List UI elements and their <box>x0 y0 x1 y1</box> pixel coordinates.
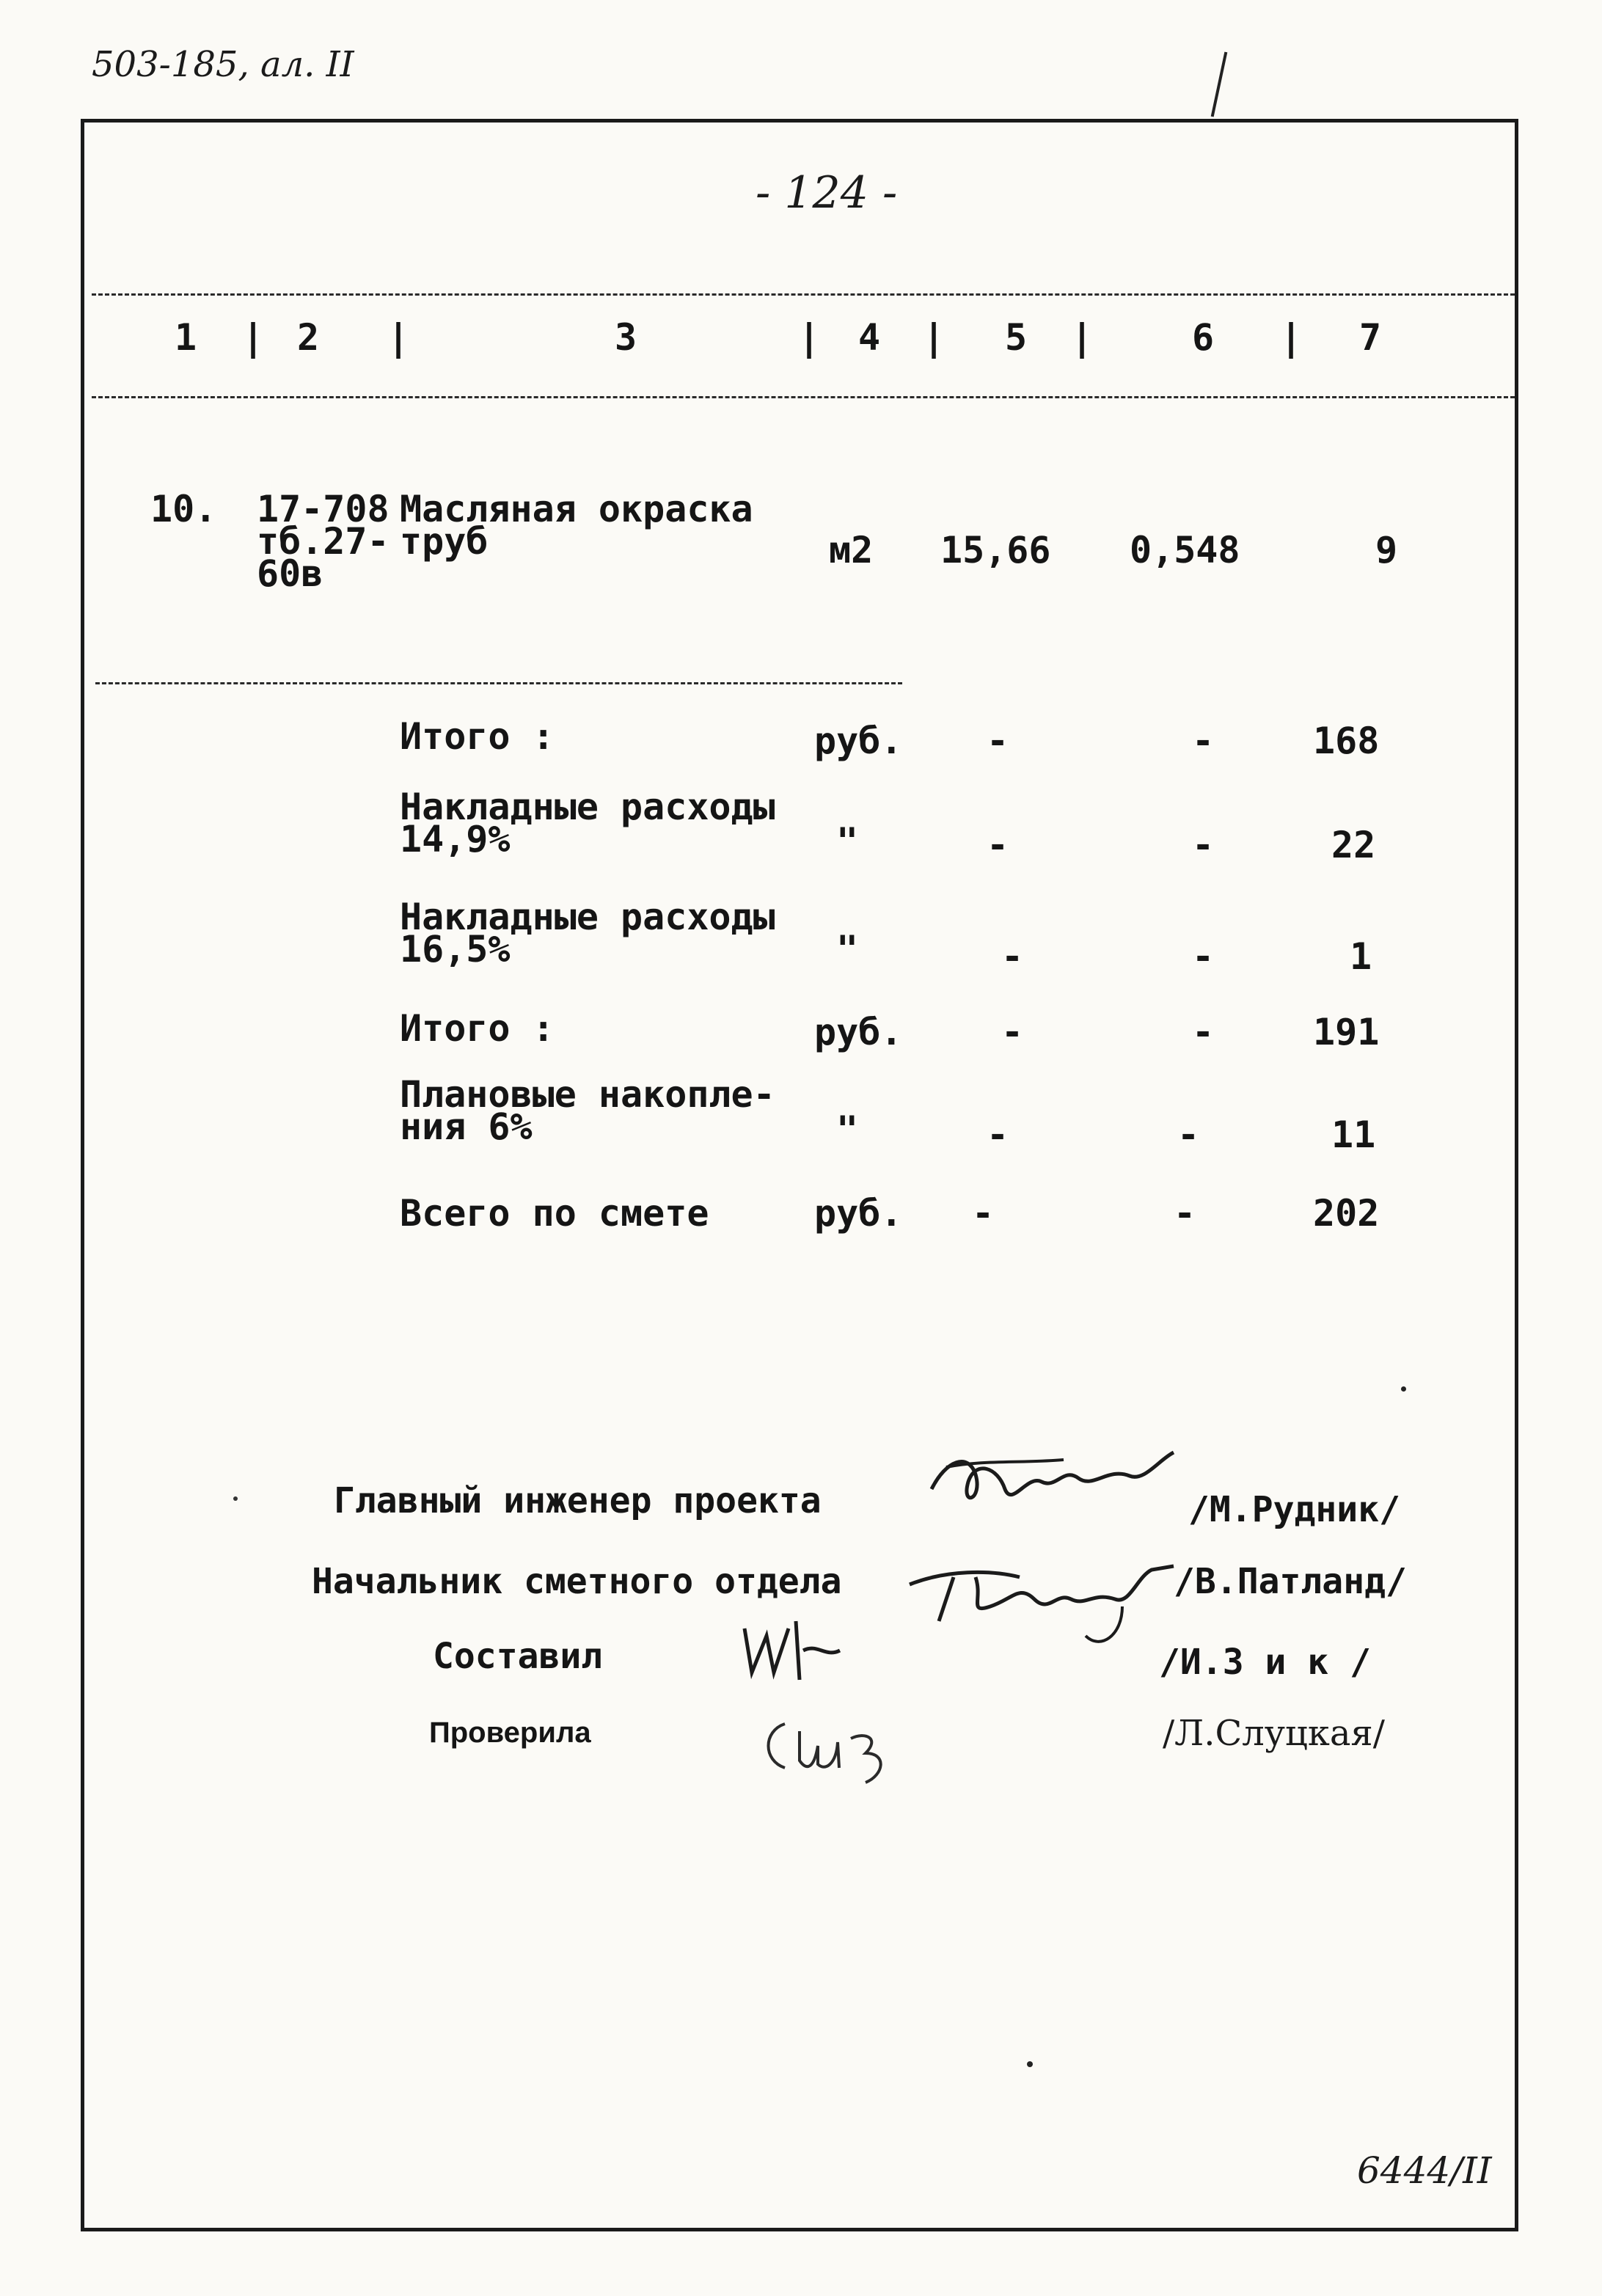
totals-col6: - <box>1174 1192 1196 1235</box>
totals-value: 202 <box>1313 1192 1380 1235</box>
totals-value: 1 <box>1350 935 1372 978</box>
totals-col5: - <box>987 720 1009 762</box>
signature-role-department-head: Начальник сметного отдела <box>312 1561 842 1602</box>
totals-label: Плановые накопле- ния 6% <box>400 1073 775 1148</box>
totals-unit: " <box>836 820 859 863</box>
totals-value: 168 <box>1313 720 1380 762</box>
page-number: - 124 - <box>756 167 898 219</box>
column-separator: | <box>923 316 946 359</box>
totals-unit: руб. <box>814 720 903 762</box>
totals-unit: " <box>836 928 859 970</box>
signature-role-chief-engineer: Главный инженер проекта <box>334 1480 822 1521</box>
totals-col6: - <box>1192 935 1215 978</box>
header-top-rule <box>92 293 1515 296</box>
column-number-5: 5 <box>1005 316 1028 359</box>
signature-name-checker: /Л.Слуцкая/ <box>1163 1713 1385 1754</box>
item-quantity: 15,66 <box>940 529 1051 571</box>
items-bottom-rule <box>95 682 902 684</box>
totals-col6: - <box>1177 1114 1200 1156</box>
scan-speck <box>233 1496 238 1501</box>
totals-value: 22 <box>1331 824 1376 866</box>
corner-tick-mark <box>1211 52 1228 117</box>
totals-label: Итого : <box>400 1007 555 1050</box>
totals-col6: - <box>1192 720 1215 762</box>
header-bottom-rule <box>92 396 1515 398</box>
totals-col5: - <box>1001 1011 1024 1053</box>
item-unit-price: 0,548 <box>1130 529 1240 571</box>
totals-unit: " <box>836 1108 859 1151</box>
handwritten-initials-compiler <box>737 1614 847 1694</box>
page-frame <box>81 119 1518 2231</box>
column-separator: | <box>1280 316 1303 359</box>
handwritten-signature-chief-engineer <box>917 1438 1181 1526</box>
column-separator: | <box>1071 316 1094 359</box>
column-number-3: 3 <box>615 316 637 359</box>
signature-role-checker: Проверила <box>429 1716 591 1749</box>
totals-value: 11 <box>1331 1114 1376 1156</box>
totals-label: Итого : <box>400 715 555 758</box>
column-number-1: 1 <box>175 316 197 359</box>
item-description: Масляная окраска труб <box>400 488 753 563</box>
totals-unit: руб. <box>814 1011 903 1053</box>
column-separator: | <box>242 316 265 359</box>
signature-name-compiler: /И.З и к / <box>1159 1642 1371 1683</box>
totals-col5: - <box>972 1192 995 1235</box>
column-number-4: 4 <box>858 316 881 359</box>
totals-label: Всего по смете <box>400 1192 709 1235</box>
scan-speck <box>1401 1386 1406 1392</box>
totals-col5: - <box>987 1114 1009 1156</box>
item-unit: м2 <box>829 529 874 571</box>
handwritten-signature-checker <box>756 1702 932 1790</box>
column-separator: | <box>387 316 410 359</box>
totals-col5: - <box>1001 935 1024 978</box>
document-reference: 503-185, ал. II <box>92 44 354 85</box>
item-code: 17-708 тб.27- 60в <box>257 488 389 595</box>
column-number-6: 6 <box>1192 316 1215 359</box>
totals-label: Накладные расходы 16,5% <box>400 896 775 970</box>
handwritten-signature-department-head <box>902 1548 1181 1658</box>
column-number-2: 2 <box>297 316 320 359</box>
totals-unit: руб. <box>814 1192 903 1235</box>
totals-col5: - <box>987 824 1009 866</box>
column-number-7: 7 <box>1359 316 1382 359</box>
signature-role-compiler: Составил <box>433 1636 603 1677</box>
column-separator: | <box>798 316 821 359</box>
totals-value: 191 <box>1313 1011 1380 1053</box>
totals-col6: - <box>1192 1011 1215 1053</box>
item-total: 9 <box>1375 529 1398 571</box>
scan-speck <box>1027 2061 1033 2067</box>
signature-name-chief-engineer: /М.Рудник/ <box>1188 1489 1400 1530</box>
totals-col6: - <box>1192 824 1215 866</box>
item-number: 10. <box>150 488 217 530</box>
totals-label: Накладные расходы 14,9% <box>400 786 775 860</box>
archive-number: 6444/II <box>1357 2149 1492 2192</box>
signature-name-department-head: /В.Патланд/ <box>1174 1561 1407 1602</box>
